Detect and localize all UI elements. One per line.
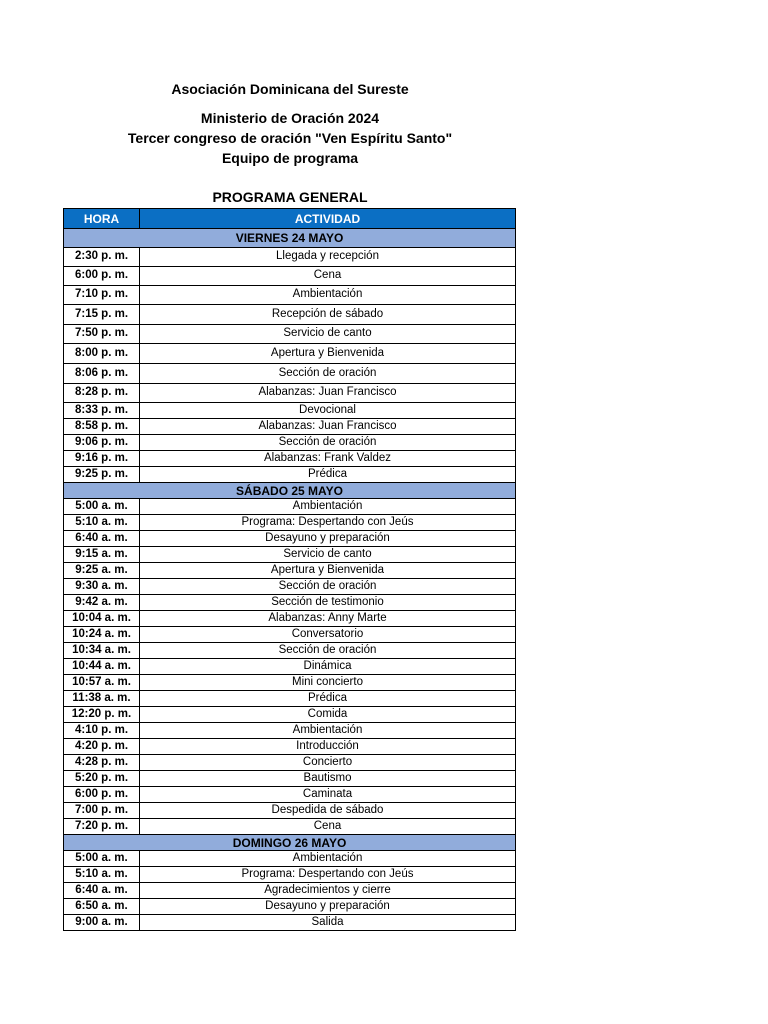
table-row [64,787,516,803]
time-cell: 9:25 p. m. [64,467,140,483]
table-row [64,851,516,867]
activity-cell: Salida [140,915,516,931]
table-row [64,563,516,579]
activity-cell: Dinámica [140,659,516,675]
activity-cell: Introducción [140,739,516,755]
activity-cell: Devocional [140,403,516,419]
time-cell: 10:24 a. m. [64,627,140,643]
activity-cell: Comida [140,707,516,723]
table-row [64,467,516,483]
time-cell: 9:25 a. m. [64,563,140,579]
program-title: PROGRAMA GENERAL [212,189,368,205]
activity-cell: Alabanzas: Anny Marte [140,611,516,627]
table-row [64,286,516,305]
day-header-row [64,483,516,499]
activity-cell: Despedida de sábado [140,803,516,819]
activity-cell: Bautismo [140,771,516,787]
time-cell: 5:10 a. m. [64,515,140,531]
table-row [64,267,516,286]
time-cell: 9:15 a. m. [64,547,140,563]
day-label: DOMINGO 26 MAYO [64,835,516,851]
table-row [64,659,516,675]
organization-title: Asociación Dominicana del Sureste [171,81,409,97]
time-cell: 7:00 p. m. [64,803,140,819]
table-row [64,547,516,563]
activity-cell: Prédica [140,467,516,483]
activity-cell: Concierto [140,755,516,771]
table-row [64,899,516,915]
table-row [64,643,516,659]
day-header-row [64,835,516,851]
time-cell: 6:00 p. m. [64,267,140,286]
time-cell: 8:28 p. m. [64,384,140,403]
activity-cell: Ambientación [140,851,516,867]
activity-cell: Alabanzas: Frank Valdez [140,451,516,467]
activity-cell: Cena [140,819,516,835]
activity-cell: Sección de oración [140,643,516,659]
time-cell: 7:20 p. m. [64,819,140,835]
ministry-title: Ministerio de Oración 2024 [200,110,380,126]
table-row [64,915,516,931]
activity-cell: Llegada y recepción [140,248,516,267]
activity-cell: Cena [140,267,516,286]
table-row [64,384,516,403]
day-header-row [64,229,516,248]
time-cell: 5:00 a. m. [64,851,140,867]
activity-cell: Desayuno y preparación [140,531,516,547]
time-cell: 6:00 p. m. [64,787,140,803]
table-row [64,419,516,435]
time-cell: 8:06 p. m. [64,364,140,384]
time-cell: 5:20 p. m. [64,771,140,787]
time-cell: 2:30 p. m. [64,248,140,267]
time-cell: 8:33 p. m. [64,403,140,419]
table-row [64,451,516,467]
activity-cell: Ambientación [140,499,516,515]
activity-cell: Caminata [140,787,516,803]
time-cell: 12:20 p. m. [64,707,140,723]
activity-cell: Programa: Despertando con Jeús [140,867,516,883]
activity-cell: Sección de oración [140,364,516,384]
time-cell: 7:10 p. m. [64,286,140,305]
time-cell: 10:34 a. m. [64,643,140,659]
table-row [64,755,516,771]
table-row [64,325,516,344]
time-cell: 5:00 a. m. [64,499,140,515]
activity-cell: Agradecimientos y cierre [140,883,516,899]
activity-cell: Mini concierto [140,675,516,691]
day-label: VIERNES 24 MAYO [64,229,516,248]
table-row [64,867,516,883]
activity-cell: Apertura y Bienvenida [140,344,516,364]
table-row [64,248,516,267]
activity-cell: Servicio de canto [140,547,516,563]
table-row [64,531,516,547]
table-row [64,675,516,691]
time-cell: 6:40 a. m. [64,531,140,547]
table-header-row [64,209,516,229]
column-header-actividad: ACTIVIDAD [140,209,516,229]
activity-cell: Prédica [140,691,516,707]
table-row [64,499,516,515]
time-cell: 6:40 a. m. [64,883,140,899]
column-header-hora: HORA [64,209,140,229]
activity-cell: Servicio de canto [140,325,516,344]
activity-cell: Recepción de sábado [140,305,516,325]
table-row [64,819,516,835]
table-row [64,691,516,707]
activity-cell: Alabanzas: Juan Francisco [140,384,516,403]
activity-cell: Ambientación [140,286,516,305]
time-cell: 9:06 p. m. [64,435,140,451]
time-cell: 9:00 a. m. [64,915,140,931]
time-cell: 7:50 p. m. [64,325,140,344]
team-title: Equipo de programa [221,150,359,166]
table-row [64,627,516,643]
activity-cell: Sección de testimonio [140,595,516,611]
time-cell: 4:20 p. m. [64,739,140,755]
time-cell: 8:58 p. m. [64,419,140,435]
time-cell: 5:10 a. m. [64,867,140,883]
table-row [64,364,516,384]
time-cell: 9:16 p. m. [64,451,140,467]
table-row [64,515,516,531]
table-row [64,579,516,595]
activity-cell: Programa: Despertando con Jeús [140,515,516,531]
time-cell: 6:50 a. m. [64,899,140,915]
time-cell: 4:28 p. m. [64,755,140,771]
activity-cell: Sección de oración [140,579,516,595]
time-cell: 11:38 a. m. [64,691,140,707]
activity-cell: Sección de oración [140,435,516,451]
table-row [64,305,516,325]
table-row [64,723,516,739]
table-row [64,435,516,451]
table-row [64,739,516,755]
time-cell: 8:00 p. m. [64,344,140,364]
congress-title: Tercer congreso de oración "Ven Espíritu Santo" [127,130,453,146]
time-cell: 10:04 a. m. [64,611,140,627]
activity-cell: Alabanzas: Juan Francisco [140,419,516,435]
table-row [64,803,516,819]
time-cell: 9:42 a. m. [64,595,140,611]
table-row [64,707,516,723]
time-cell: 9:30 a. m. [64,579,140,595]
table-row [64,403,516,419]
day-label: SÁBADO 25 MAYO [64,483,516,499]
schedule-table [63,208,516,931]
table-row [64,611,516,627]
table-row [64,595,516,611]
activity-cell: Ambientación [140,723,516,739]
table-row [64,883,516,899]
table-row [64,771,516,787]
table-row [64,344,516,364]
activity-cell: Conversatorio [140,627,516,643]
time-cell: 4:10 p. m. [64,723,140,739]
activity-cell: Desayuno y preparación [140,899,516,915]
time-cell: 10:44 a. m. [64,659,140,675]
time-cell: 10:57 a. m. [64,675,140,691]
activity-cell: Apertura y Bienvenida [140,563,516,579]
time-cell: 7:15 p. m. [64,305,140,325]
